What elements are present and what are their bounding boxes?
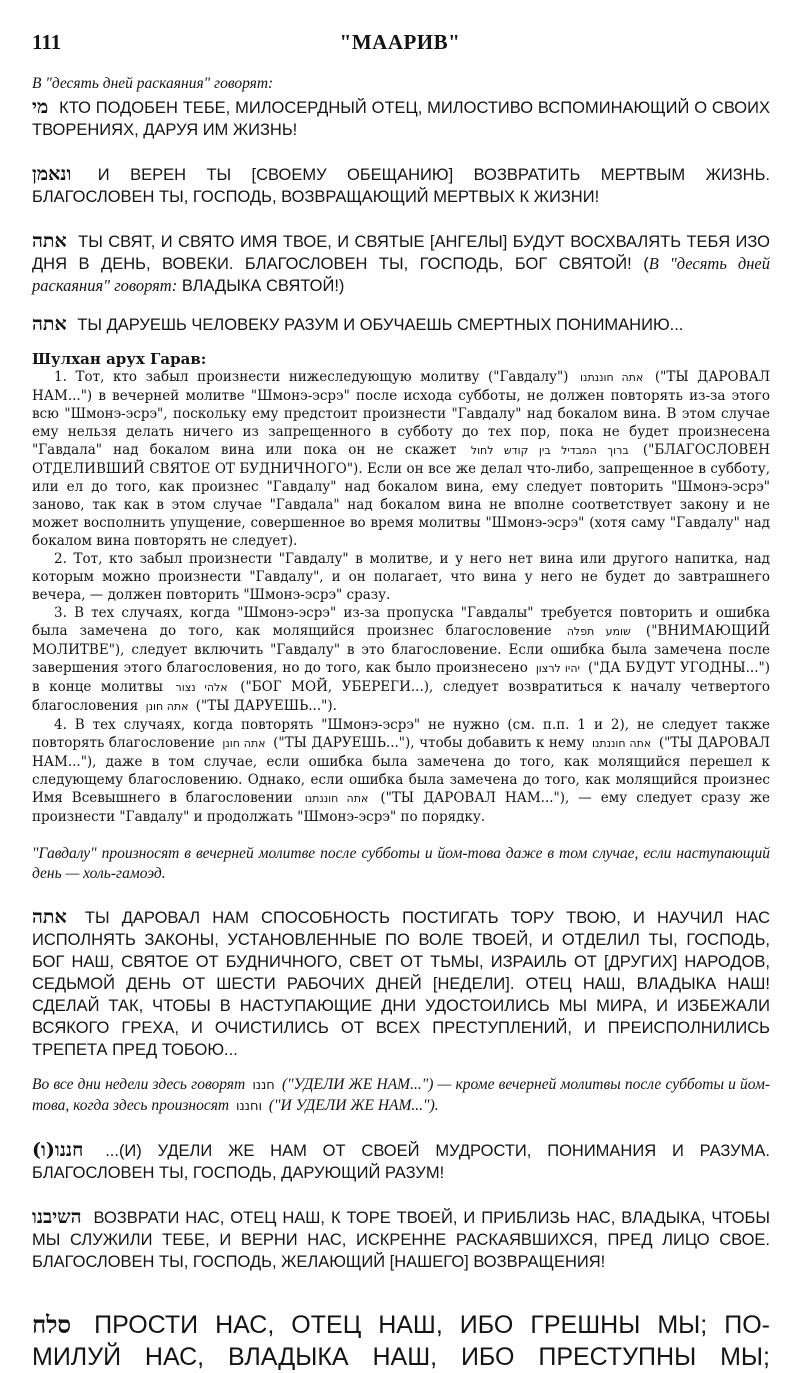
hebrew-phrase: אלהי נצור <box>175 681 228 694</box>
havdala-note: "Гавдалу" произносят в вечерней молитве после субботы и йом-това даже в том случае, если наступающий день — холь-гамоэд. <box>32 845 770 882</box>
prayer-ata-honantanu <box>32 906 770 1061</box>
hebrew-word: אתה <box>32 313 67 335</box>
hebrew-word: (ו)חננו <box>32 1139 84 1161</box>
page-header <box>32 30 768 56</box>
law-text: ("БЛАГОСЛОВЕН ОТДЕЛИВШИЙ СВЯТОЕ ОТ БУДНИЧНОГО"). Если он все же делал что-либо, запрещенное в субботу, или ел до того, как произнес "Гавдалу" над бокалом вина, ему следует повторить "Шмонэ-эсрэ" заново, так как в этом случае "Гавдала" над бокалом вина не вполне соответствует закону и не может восполнить упущение, совершенное во время молитвы "Шмонэ-эсрэ" (хотя саму "Гавдалу" над бокалом вина повторять не следует). <box>32 442 770 549</box>
hebrew-phrase: אתה חוננתנו <box>591 737 652 750</box>
law-text: ("ТЫ ДАРУЕШЬ..."), чтобы добавить к нему <box>273 735 585 751</box>
hebrew-word: ונאמן <box>32 163 72 185</box>
inline-note: В "десять дней раскаяния" говорят: <box>32 254 770 295</box>
hebrew-word: אתה <box>32 230 67 252</box>
prayer-text: КТО ПОДОБЕН ТЕБЕ, МИЛОСЕРДНЫЙ ОТЕЦ, МИЛОСТИВО ВСПОМИНАЮЩИЙ О СВОИХ ТВОРЕНИЯХ, ДАРУЯ ИМ ЖИЗНЬ! <box>32 99 770 139</box>
prayer-text: ПРОСТИ НАС, ОТЕЦ НАШ, ИБО ГРЕШНЫ МЫ; ПО- <box>94 1311 770 1339</box>
hebrew-phrase: אתה חוננתנו <box>304 792 369 805</box>
prayer-veneeman <box>32 163 770 208</box>
law-text: ("ТЫ ДАРОВАЛ НАМ..."), даже в том случае, если ошибка была замечена до того, как молящийся перешел к следующему благословению. Однако, если ошибка была замечена до того, как молящийся произнес Имя Всевышнего в благословении <box>32 735 770 806</box>
prayer-mi <box>32 96 770 141</box>
prayer-chonenu <box>32 1139 770 1184</box>
page-content <box>32 74 770 1373</box>
law-text: 1. Тот, кто забыл произнести нижеследующую молитву ("Гавдалу") <box>54 369 569 385</box>
prayer-text: И ВЕРЕН ТЫ [СВОЕМУ ОБЕЩАНИЮ] ВОЗВРАТИТЬ МЕРТВЫМ ЖИЗНЬ. БЛАГОСЛОВЕН ТЫ, ГОСПОДЬ, ВОЗВРАЩАЮЩИЙ МЕРТВЫХ К ЖИЗНИ! <box>32 166 770 206</box>
law-paragraph-4 <box>32 716 770 826</box>
hebrew-phrase: אתה חונן <box>145 700 189 713</box>
hebrew-word: מי <box>32 96 49 118</box>
law-text: ("ТЫ ДАРОВАЛ НАМ...") в вечерней молитве "Шмонэ-эсрэ" после исхода субботы, не должен повторять из-за этого всю "Шмонэ-эсрэ", поскольку ему предстоит произнести "Гавдалу" над бокалом вина. В этом случае ему нельзя делать ничего из запрещенного в субботу до тех пор, пока не будет произнесена "Гавдала" над бокалом вина или пока он не скажет <box>32 369 770 458</box>
law-text: ("ВНИМАЮЩИЙ МОЛИТВЕ"), следует включить "Гавдалу" в это благословение. Если ошибка была замечена после завершения этого благословения, но до того, как было произнесено <box>32 623 770 676</box>
law-text: ("ТЫ ДАРУЕШЬ..."). <box>195 698 337 714</box>
hebrew-phrase: ברוך המבדיל בין קודש לחול <box>470 444 629 457</box>
note-text: ("УДЕЛИ ЖЕ НАМ...") — кроме вечерней молитвы после субботы и йом-това, когда здесь произносят <box>32 1076 771 1114</box>
hebrew-phrase: אתה חונן <box>222 737 266 750</box>
prayer-text: ТЫ ДАРОВАЛ НАМ СПОСОБНОСТЬ ПОСТИГАТЬ ТОРУ ТВОЮ, И НАУЧИЛ НАС ИСПОЛНЯТЬ ЗАКОНЫ, УСТАНОВЛЕННЫЕ ПО ВОЛЕ ТВОЕЙ, И ОТДЕЛИЛ ТЫ, ГОСПОДЬ, БОГ НАШ, СВЯТОЕ ОТ БУДНИЧНОГО, СВЕТ ОТ ТЬМЫ, ИЗРАИЛЬ ОТ [ДРУГИХ] НАРОДОВ, СЕДЬМОЙ ДЕНЬ ОТ ШЕСТИ РАБОЧИХ ДНЕЙ [НЕДЕЛИ]. ОТЕЦ НАШ, ВЛАДЫКА НАШ! СДЕЛАЙ ТАК, ЧТОБЫ В НАСТУПАЮЩИЕ ДНИ УДОСТОИЛИСЬ МЫ МИРА, И ИЗБЕЖАЛИ ВСЯКОГО ГРЕХА, И ОЧИСТИЛИСЬ ОТ ВСЕХ ПРЕСТУПЛЕНИЙ, И ПРЕИСПОЛНИЛИСЬ ТРЕПЕТА ПРЕД ТОБОЮ... <box>32 909 770 1059</box>
prayer-selach-line-2: МИЛУЙ НАС, ВЛАДЫКА НАШ, ИБО ПРЕСТУПНЫ МЫ; <box>32 1343 770 1371</box>
law-text: 4. В тех случаях, когда повторять "Шмонэ-эсрэ" не нужно (см. п.п. 1 и 2), не следует также повторять благословение <box>32 717 770 751</box>
note-text: ("И УДЕЛИ ЖЕ НАМ..."). <box>268 1097 439 1114</box>
prayer-text: ВОЗВРАТИ НАС, ОТЕЦ НАШ, К ТОРЕ ТВОЕЙ, И ПРИБЛИЗЬ НАС, ВЛАДЫКА, ЧТОБЫ МЫ СЛУЖИЛИ ТЕБЕ, И ВЕРНИ НАС, ИСКРЕННЕ РАСКАЯВШИХСЯ, ПРЕД ЛИЦО СВОЕ. БЛАГОСЛОВЕН ТЫ, ГОСПОДЬ, ЖЕЛАЮЩИЙ [НАШЕГО] ВОЗВРАЩЕНИЯ! <box>32 1209 770 1271</box>
prayer-text: ТЫ ДАРУЕШЬ ЧЕЛОВЕКУ РАЗУМ И ОБУЧАЕШЬ СМЕРТНЫХ ПОНИМАНИЮ... <box>77 316 684 334</box>
hebrew-phrase: אתה חוננתנו <box>580 371 644 384</box>
law-paragraph-1 <box>32 368 770 550</box>
hebrew-word: סלח <box>32 1310 72 1339</box>
hebrew-phrase: יהיו לרצון <box>535 662 581 675</box>
hebrew-word: אתה <box>32 906 67 928</box>
hebrew-phrase: שומע תפלה <box>566 625 631 638</box>
prayer-ata-kadosh <box>32 230 770 297</box>
section-title: Шулхан арух Гарав: <box>32 350 207 368</box>
law-paragraph-2: 2. Тот, кто забыл произнести "Гавдалу" в молитве, и у него нет вина или другого напитка, над которым можно произнести "Гавдалу", и он полагает, что вина у него не будет до завтрашнего вечера, — должен повторить "Шмонэ-эсрэ" сразу. <box>32 551 770 603</box>
prayer-text: ТЫ СВЯТ, И СВЯТО ИМЯ ТВОЕ, И СВЯТЫЕ [АНГЕЛЫ] БУДУТ ВОСХВАЛЯТЬ ТЕБЯ ИЗО ДНЯ В ДЕНЬ, ВОВЕКИ. БЛАГОСЛОВЕН ТЫ, ГОСПОДЬ, БОГ СВЯТОЙ! ( <box>32 233 770 273</box>
running-title: "МААРИВ" <box>339 30 461 54</box>
prayer-selach-line-1 <box>32 1309 770 1341</box>
law-text: ("БОГ МОЙ, УБЕРЕГИ...), следует возвратиться к началу четвертого благословения <box>32 679 771 714</box>
prayer-ata-honen <box>32 313 770 336</box>
hebrew-phrase: וחננו <box>236 1099 262 1114</box>
page-number: 111 <box>32 30 62 54</box>
law-text: ("ДА БУДУТ УГОДНЫ...") в конце молитвы <box>32 660 770 695</box>
law-paragraph-3 <box>32 604 770 716</box>
note-text: Во все дни недели здесь говорят <box>32 1076 246 1093</box>
law-text: 3. В тех случаях, когда "Шмонэ-эсрэ" из-за пропуска "Гавдалы" требуется повторить и ошибка была замечена до того, как молящийся произнес благословение <box>32 605 770 639</box>
prayer-text: ...(И) УДЕЛИ ЖЕ НАМ ОТ СВОЕЙ МУДРОСТИ, ПОНИМАНИЯ И РАЗУМА. БЛАГОСЛОВЕН ТЫ, ГОСПОДЬ, ДАРУЮЩИЙ РАЗУМ! <box>32 1142 770 1182</box>
intro-note: В "десять дней раскаяния" говорят: <box>32 75 274 92</box>
prayer-tail: ВЛАДЫКА СВЯТОЙ!) <box>181 277 345 295</box>
prayer-hashivenu <box>32 1206 770 1273</box>
weekday-note <box>32 1075 770 1117</box>
law-text: ("ТЫ ДАРОВАЛ НАМ..."), — ему следует сразу же произнести "Гавдалу" и продолжать "Шмонэ-эсрэ" по порядку. <box>32 790 771 825</box>
hebrew-word: השיבנו <box>32 1206 82 1228</box>
hebrew-phrase: חננו <box>252 1078 275 1093</box>
